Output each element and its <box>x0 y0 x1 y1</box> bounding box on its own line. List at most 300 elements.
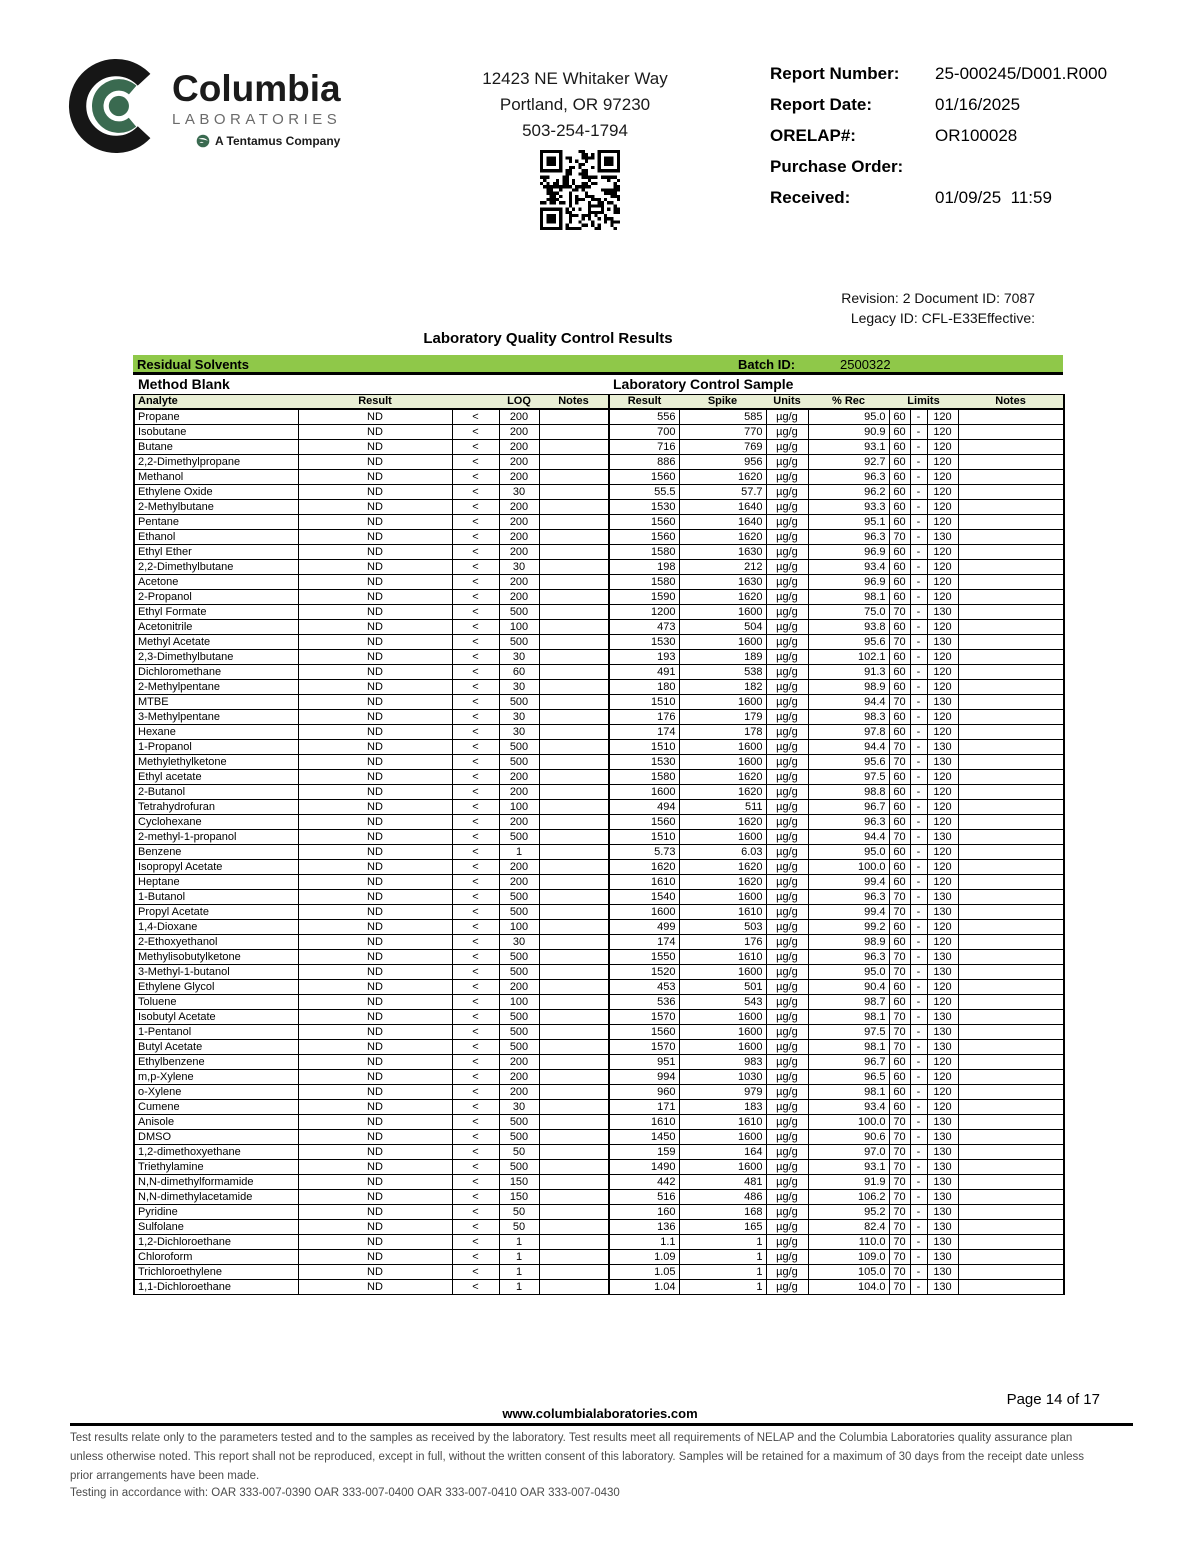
lcs-result: 1600 <box>609 785 679 800</box>
limit-dash: - <box>910 1010 927 1025</box>
analyte-row <box>134 575 1064 590</box>
mb-notes-cell <box>539 935 609 950</box>
spike-value: 543 <box>679 995 766 1010</box>
spike-value: 1600 <box>679 890 766 905</box>
units-value: µg/g <box>766 680 808 695</box>
mb-result: ND <box>298 905 452 920</box>
lcs-notes-cell <box>958 1220 1064 1235</box>
lcs-result: 180 <box>609 680 679 695</box>
analyte-name: 3-Methylpentane <box>134 710 298 725</box>
spike-value: 504 <box>679 620 766 635</box>
loq-value: 30 <box>499 1100 539 1115</box>
comparator: < <box>452 530 499 545</box>
mb-result: ND <box>298 920 452 935</box>
col-mb-notes: Notes <box>539 394 609 409</box>
analyte-name: 1,1-Dichloroethane <box>134 1280 298 1295</box>
rec-value: 98.8 <box>808 785 889 800</box>
units-value: µg/g <box>766 1160 808 1175</box>
rec-value: 98.1 <box>808 1010 889 1025</box>
lcs-notes-cell <box>958 1145 1064 1160</box>
lcs-header: Laboratory Control Sample <box>609 375 1064 394</box>
mb-notes-cell <box>539 515 609 530</box>
analyte-name: N,N-dimethylacetamide <box>134 1190 298 1205</box>
lcs-result: 536 <box>609 995 679 1010</box>
limit-dash: - <box>910 725 927 740</box>
spike-value: 1600 <box>679 830 766 845</box>
lcs-result: 499 <box>609 920 679 935</box>
lcs-notes-cell <box>958 455 1064 470</box>
mb-notes-cell <box>539 725 609 740</box>
rec-value: 100.0 <box>808 1115 889 1130</box>
rec-value: 97.5 <box>808 770 889 785</box>
mb-result: ND <box>298 1100 452 1115</box>
limit-high: 120 <box>927 515 958 530</box>
mb-notes-cell <box>539 1160 609 1175</box>
lcs-notes-cell <box>958 920 1064 935</box>
lcs-notes-cell <box>958 935 1064 950</box>
lcs-notes-cell <box>958 1085 1064 1100</box>
analyte-row <box>134 920 1064 935</box>
lcs-result: 159 <box>609 1145 679 1160</box>
lcs-result: 174 <box>609 725 679 740</box>
lcs-result: 1560 <box>609 815 679 830</box>
mb-result: ND <box>298 590 452 605</box>
mb-notes-cell <box>539 500 609 515</box>
limit-dash: - <box>910 1130 927 1145</box>
mb-notes-cell <box>539 770 609 785</box>
lcs-notes-cell <box>958 635 1064 650</box>
analyte-row <box>134 785 1064 800</box>
spike-value: 503 <box>679 920 766 935</box>
limit-high: 120 <box>927 920 958 935</box>
rec-value: 95.1 <box>808 515 889 530</box>
limit-dash: - <box>910 860 927 875</box>
lcs-result: 1490 <box>609 1160 679 1175</box>
spike-value: 956 <box>679 455 766 470</box>
comparator: < <box>452 875 499 890</box>
units-value: µg/g <box>766 980 808 995</box>
comparator: < <box>452 605 499 620</box>
units-value: µg/g <box>766 995 808 1010</box>
report-field-label: Purchase Order: <box>770 157 904 176</box>
loq-value: 500 <box>499 1010 539 1025</box>
mb-notes-cell <box>539 1130 609 1145</box>
comparator: < <box>452 890 499 905</box>
lcs-notes-cell <box>958 560 1064 575</box>
revision-info <box>841 288 1035 328</box>
lcs-result: 1.04 <box>609 1280 679 1295</box>
tentamus-tagline <box>172 134 341 148</box>
lcs-result: 174 <box>609 935 679 950</box>
units-value: µg/g <box>766 1010 808 1025</box>
loq-value: 100 <box>499 920 539 935</box>
rec-value: 99.4 <box>808 905 889 920</box>
loq-value: 200 <box>499 470 539 485</box>
spike-value: 1600 <box>679 605 766 620</box>
loq-value: 150 <box>499 1190 539 1205</box>
legacy-id-line: Legacy ID: CFL-E33Effective: <box>850 310 1035 326</box>
units-value: µg/g <box>766 560 808 575</box>
lcs-notes-cell <box>958 650 1064 665</box>
comparator: < <box>452 409 499 425</box>
mb-notes-cell <box>539 860 609 875</box>
lcs-notes-cell <box>958 770 1064 785</box>
lcs-result: 1560 <box>609 515 679 530</box>
mb-result: ND <box>298 1130 452 1145</box>
analyte-name: 2-methyl-1-propanol <box>134 830 298 845</box>
report-field-value: 01/09/25 11:59 <box>935 188 1052 207</box>
spike-value: 538 <box>679 665 766 680</box>
lcs-notes-cell <box>958 1280 1064 1295</box>
mb-notes-cell <box>539 1085 609 1100</box>
mb-result: ND <box>298 995 452 1010</box>
limit-dash: - <box>910 830 927 845</box>
limit-low: 60 <box>889 455 910 470</box>
mb-notes-cell <box>539 800 609 815</box>
loq-value: 500 <box>499 965 539 980</box>
analyte-row <box>134 905 1064 920</box>
limit-high: 120 <box>927 710 958 725</box>
analyte-row <box>134 755 1064 770</box>
lcs-notes-cell <box>958 755 1064 770</box>
units-value: µg/g <box>766 425 808 440</box>
limit-dash: - <box>910 755 927 770</box>
lcs-result: 1590 <box>609 590 679 605</box>
lcs-result: 491 <box>609 665 679 680</box>
limit-high: 130 <box>927 1040 958 1055</box>
limit-low: 60 <box>889 710 910 725</box>
analyte-name: Isobutyl Acetate <box>134 1010 298 1025</box>
units-value: µg/g <box>766 470 808 485</box>
section-name: Residual Solvents <box>137 357 249 372</box>
limit-high: 120 <box>927 665 958 680</box>
spike-value: 1600 <box>679 1130 766 1145</box>
limit-high: 120 <box>927 409 958 425</box>
analyte-name: Ethanol <box>134 530 298 545</box>
units-value: µg/g <box>766 710 808 725</box>
mb-result: ND <box>298 860 452 875</box>
comparator: < <box>452 1025 499 1040</box>
units-value: µg/g <box>766 755 808 770</box>
lcs-notes-cell <box>958 845 1064 860</box>
comparator: < <box>452 935 499 950</box>
analyte-name: 1,4-Dioxane <box>134 920 298 935</box>
rec-value: 96.3 <box>808 815 889 830</box>
limit-low: 60 <box>889 920 910 935</box>
comparator: < <box>452 815 499 830</box>
rec-value: 82.4 <box>808 1220 889 1235</box>
mb-notes-cell <box>539 1040 609 1055</box>
loq-value: 500 <box>499 890 539 905</box>
mb-notes-cell <box>539 1100 609 1115</box>
analyte-row <box>134 980 1064 995</box>
limit-high: 130 <box>927 1175 958 1190</box>
mb-result: ND <box>298 800 452 815</box>
analyte-name: 1-Butanol <box>134 890 298 905</box>
loq-value: 30 <box>499 485 539 500</box>
analyte-row <box>134 890 1064 905</box>
loq-value: 500 <box>499 950 539 965</box>
mb-notes-cell <box>539 785 609 800</box>
comparator: < <box>452 830 499 845</box>
limit-low: 60 <box>889 680 910 695</box>
rec-value: 99.2 <box>808 920 889 935</box>
loq-value: 60 <box>499 665 539 680</box>
units-value: µg/g <box>766 440 808 455</box>
lcs-result: 473 <box>609 620 679 635</box>
limit-dash: - <box>910 965 927 980</box>
comparator: < <box>452 665 499 680</box>
page-title: Laboratory Quality Control Results <box>423 330 673 347</box>
spike-value: 1630 <box>679 575 766 590</box>
analyte-row <box>134 1055 1064 1070</box>
loq-value: 30 <box>499 560 539 575</box>
units-value: µg/g <box>766 830 808 845</box>
rec-value: 94.4 <box>808 695 889 710</box>
mb-result: ND <box>298 1235 452 1250</box>
limit-high: 130 <box>927 830 958 845</box>
analyte-row <box>134 845 1064 860</box>
limit-high: 130 <box>927 1190 958 1205</box>
mb-result: ND <box>298 845 452 860</box>
mb-result: ND <box>298 980 452 995</box>
spike-value: 1610 <box>679 950 766 965</box>
loq-value: 200 <box>499 875 539 890</box>
units-value: µg/g <box>766 409 808 425</box>
loq-value: 30 <box>499 650 539 665</box>
spike-value: 1610 <box>679 905 766 920</box>
lcs-notes-cell <box>958 1070 1064 1085</box>
limit-dash: - <box>910 770 927 785</box>
report-field-label: Report Date: <box>770 95 873 114</box>
units-value: µg/g <box>766 785 808 800</box>
spike-value: 165 <box>679 1220 766 1235</box>
analyte-row <box>134 500 1064 515</box>
comparator: < <box>452 1145 499 1160</box>
mb-result: ND <box>298 1010 452 1025</box>
brand-name: Columbia <box>172 68 341 109</box>
mb-result: ND <box>298 440 452 455</box>
spike-value: 1640 <box>679 515 766 530</box>
units-value: µg/g <box>766 1220 808 1235</box>
limit-high: 130 <box>927 635 958 650</box>
lcs-result: 1530 <box>609 635 679 650</box>
mb-notes-cell <box>539 995 609 1010</box>
mb-notes-cell <box>539 409 609 425</box>
comparator: < <box>452 1265 499 1280</box>
lcs-notes-cell <box>958 905 1064 920</box>
limit-dash: - <box>910 710 927 725</box>
analyte-row <box>134 710 1064 725</box>
limit-high: 130 <box>927 950 958 965</box>
comparator: < <box>452 860 499 875</box>
lcs-notes-cell <box>958 860 1064 875</box>
analyte-row <box>134 1025 1064 1040</box>
loq-value: 200 <box>499 440 539 455</box>
spike-value: 511 <box>679 800 766 815</box>
units-value: µg/g <box>766 605 808 620</box>
rec-value: 93.8 <box>808 620 889 635</box>
analyte-row <box>134 950 1064 965</box>
limit-high: 130 <box>927 1145 958 1160</box>
limit-dash: - <box>910 875 927 890</box>
spike-value: 1 <box>679 1235 766 1250</box>
limit-high: 120 <box>927 815 958 830</box>
limit-high: 130 <box>927 1205 958 1220</box>
lcs-result: 1520 <box>609 965 679 980</box>
rec-value: 97.8 <box>808 725 889 740</box>
limit-dash: - <box>910 1100 927 1115</box>
loq-value: 100 <box>499 995 539 1010</box>
lcs-result: 1510 <box>609 695 679 710</box>
limit-low: 60 <box>889 725 910 740</box>
analyte-row <box>134 860 1064 875</box>
lcs-notes-cell <box>958 1025 1064 1040</box>
units-value: µg/g <box>766 1085 808 1100</box>
spike-value: 176 <box>679 935 766 950</box>
analyte-row <box>134 1250 1064 1265</box>
analyte-row <box>134 965 1064 980</box>
loq-value: 30 <box>499 935 539 950</box>
mb-notes-cell <box>539 740 609 755</box>
limit-high: 120 <box>927 785 958 800</box>
spike-value: 6.03 <box>679 845 766 860</box>
mb-notes-cell <box>539 470 609 485</box>
limit-low: 60 <box>889 1085 910 1100</box>
method-blank-header: Method Blank <box>134 375 609 394</box>
spike-value: 1630 <box>679 545 766 560</box>
comparator: < <box>452 515 499 530</box>
limit-low: 70 <box>889 755 910 770</box>
lcs-notes-cell <box>958 440 1064 455</box>
qc-section <box>133 355 1063 1295</box>
analyte-name: Methylethylketone <box>134 755 298 770</box>
limit-high: 130 <box>927 1220 958 1235</box>
lcs-result: 171 <box>609 1100 679 1115</box>
limit-low: 70 <box>889 950 910 965</box>
mb-result: ND <box>298 965 452 980</box>
analyte-name: Butyl Acetate <box>134 1040 298 1055</box>
mb-notes-cell <box>539 1025 609 1040</box>
mb-result: ND <box>298 1025 452 1040</box>
mb-notes-cell <box>539 845 609 860</box>
rec-value: 95.2 <box>808 1205 889 1220</box>
units-value: µg/g <box>766 620 808 635</box>
limit-low: 60 <box>889 409 910 425</box>
comparator: < <box>452 740 499 755</box>
rec-value: 93.1 <box>808 1160 889 1175</box>
lcs-notes-cell <box>958 1265 1064 1280</box>
lcs-result: 1.1 <box>609 1235 679 1250</box>
comparator: < <box>452 470 499 485</box>
analyte-row <box>134 1220 1064 1235</box>
rec-value: 96.3 <box>808 890 889 905</box>
loq-value: 500 <box>499 1130 539 1145</box>
mb-result: ND <box>298 830 452 845</box>
limit-dash: - <box>910 815 927 830</box>
lcs-result: 1450 <box>609 1130 679 1145</box>
mb-notes-cell <box>539 425 609 440</box>
comparator: < <box>452 1220 499 1235</box>
mb-result: ND <box>298 950 452 965</box>
rec-value: 98.7 <box>808 995 889 1010</box>
lcs-result: 176 <box>609 710 679 725</box>
mb-notes-cell <box>539 1115 609 1130</box>
loq-value: 200 <box>499 455 539 470</box>
units-value: µg/g <box>766 665 808 680</box>
mb-result: ND <box>298 1145 452 1160</box>
limit-low: 60 <box>889 650 910 665</box>
spike-value: 1620 <box>679 590 766 605</box>
limit-high: 120 <box>927 425 958 440</box>
mb-result: ND <box>298 725 452 740</box>
limit-high: 130 <box>927 740 958 755</box>
analyte-row <box>134 425 1064 440</box>
mb-notes-cell <box>539 665 609 680</box>
limit-low: 70 <box>889 1160 910 1175</box>
analyte-name: 2-Methylpentane <box>134 680 298 695</box>
tentamus-leaf-icon <box>196 134 210 148</box>
mb-result: ND <box>298 1085 452 1100</box>
mb-result: ND <box>298 485 452 500</box>
lcs-notes-cell <box>958 1205 1064 1220</box>
batch-id-value: 2500322 <box>840 357 891 372</box>
analyte-row <box>134 455 1064 470</box>
analyte-row <box>134 620 1064 635</box>
mb-notes-cell <box>539 650 609 665</box>
analyte-name: 2-Methylbutane <box>134 500 298 515</box>
rec-value: 95.0 <box>808 845 889 860</box>
limit-dash: - <box>910 995 927 1010</box>
loq-value: 200 <box>499 980 539 995</box>
lcs-result: 1560 <box>609 470 679 485</box>
limit-dash: - <box>910 1190 927 1205</box>
spike-value: 1600 <box>679 1160 766 1175</box>
analyte-name: Methanol <box>134 470 298 485</box>
lcs-result: 1610 <box>609 1115 679 1130</box>
units-value: µg/g <box>766 965 808 980</box>
limit-low: 70 <box>889 1235 910 1250</box>
mb-result: ND <box>298 665 452 680</box>
mb-notes-cell <box>539 605 609 620</box>
rec-value: 98.1 <box>808 1085 889 1100</box>
limit-high: 120 <box>927 935 958 950</box>
mb-notes-cell <box>539 1205 609 1220</box>
analyte-row <box>134 1040 1064 1055</box>
report-info <box>770 64 1190 219</box>
lcs-result: 1620 <box>609 860 679 875</box>
analyte-row <box>134 1130 1064 1145</box>
loq-value: 500 <box>499 605 539 620</box>
mb-notes-cell <box>539 575 609 590</box>
analyte-row <box>134 800 1064 815</box>
comparator: < <box>452 950 499 965</box>
analyte-row <box>134 1010 1064 1025</box>
units-value: µg/g <box>766 905 808 920</box>
loq-value: 1 <box>499 1235 539 1250</box>
mb-notes-cell <box>539 1175 609 1190</box>
limit-low: 60 <box>889 515 910 530</box>
mb-notes-cell <box>539 1145 609 1160</box>
lcs-notes-cell <box>958 875 1064 890</box>
limit-high: 120 <box>927 980 958 995</box>
loq-value: 100 <box>499 800 539 815</box>
loq-value: 200 <box>499 575 539 590</box>
mb-result: ND <box>298 785 452 800</box>
lcs-result: 1580 <box>609 545 679 560</box>
lcs-notes-cell <box>958 695 1064 710</box>
mb-notes-cell <box>539 695 609 710</box>
